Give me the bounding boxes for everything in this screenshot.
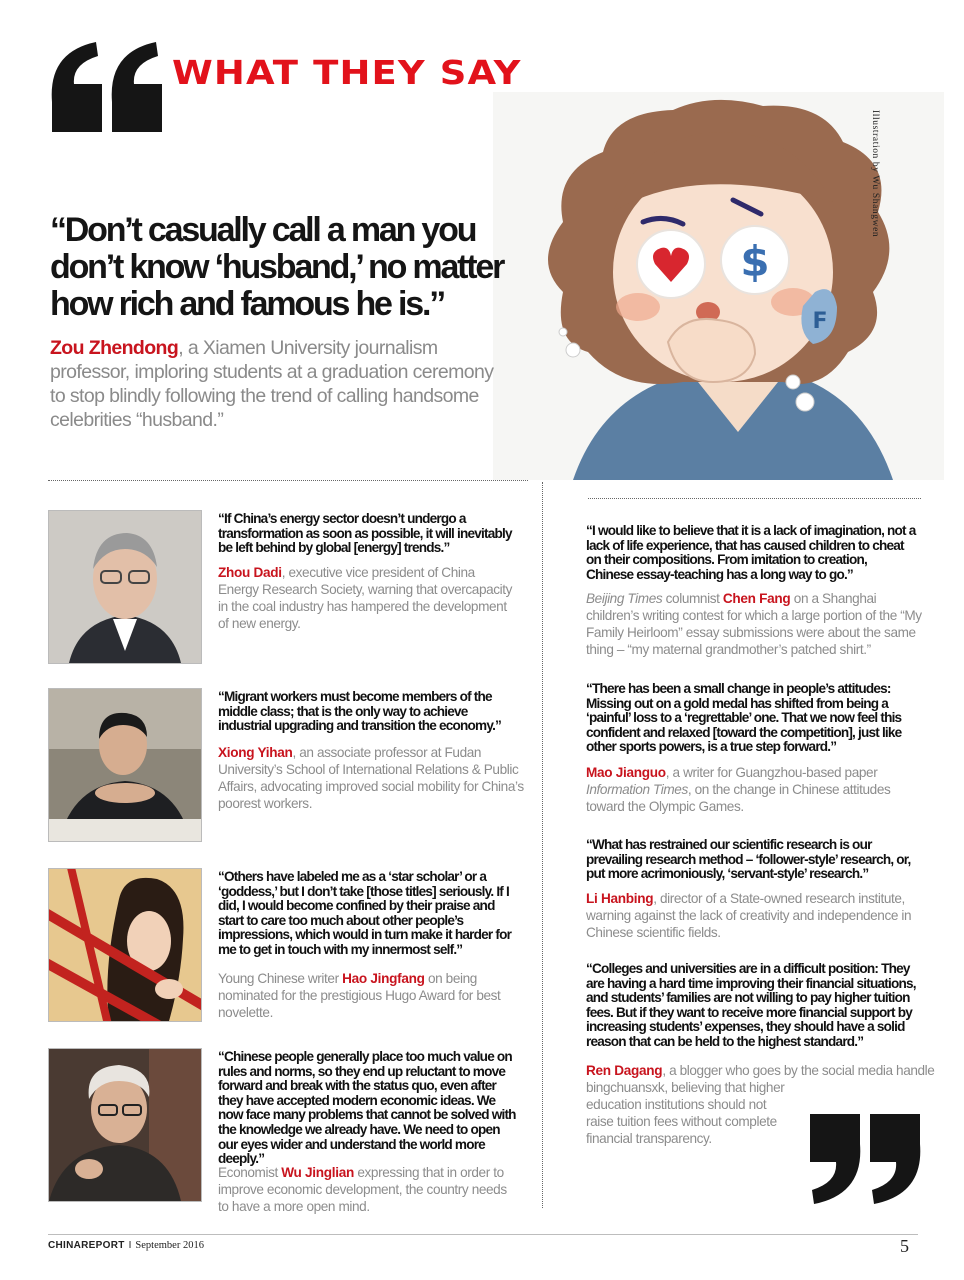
photo-hao-jingfang [48,868,202,1022]
speaker-name-zhou-dadi: Zhou Dadi [218,565,282,580]
section-title: WHAT THEY SAY [172,53,522,92]
attribution-hao-jingfang: Young Chinese writer Hao Jingfang on being nominated for the prestigious Hugo Award for best novelette. [218,971,501,1020]
quote-chen-fang: “I would like to believe that it is a lack of imagination, not a lack of life experience, that has caused children to cheat on their compositions. From imitation to creation, Chinese essay-teaching has a long way to go.” [586,523,916,582]
quote-ren-dagang: “Colleges and universities are in a difficult position: They are having a hard time improving their financial situations, and students’ families are not willing to pay higher tuition fees. But if they want to receive more financial support by increasing students’ expenses, they should have a solid reason that can be held to the highest standard.” [586,961,916,1049]
speaker-name-wu-jinglian: Wu Jinglian [281,1165,354,1180]
attribution-xiong-yihan: Xiong Yihan, an associate professor at Fudan University’s School of International Relations & Public Affairs, advocating improved social mobility for China’s poorest workers. [218,745,524,811]
attribution-ren-dagang-continued: bingchuansxk, believing that higher education institutions should not raise tuition fees without complete financial transparency. [586,1080,785,1146]
dollar-eye-icon: $ [740,237,770,286]
speaker-name-chen-fang: Chen Fang [722,591,791,606]
speaker-name-hao-jingfang: Hao Jingfang [342,971,425,986]
column-divider [542,482,543,1208]
photo-zhou-dadi [48,510,202,664]
photo-xiong-yihan [48,688,202,842]
close-quote-icon [806,1114,926,1206]
quote-zhou-dadi: “If China’s energy sector doesn’t undergo a transformation as soon as possible, it will inevitably be left behind by global [energy] trends.” [218,511,512,556]
footer-rule [48,1234,918,1235]
open-quote-icon [46,40,166,132]
lead-quote: “Don’t casually call a man you don’t know ‘husband,’ no matter how rich and famous he is.” [50,211,504,323]
attribution-wu-jinglian: Economist Wu Jinglian expressing that in order to improve economic development, the country needs to have a more open mind. [218,1165,507,1214]
quote-xiong-yihan: “Migrant workers must become members of the middle class; that is the only way to achieve industrial upgrading and transition the economy.” [218,689,502,734]
quote-hao-jingfang: “Others have labeled me as a ‘star scholar’ or a ‘goddess,’ but I don’t take [those titles] seriously. If I did, I would become confined by their praise and start to care too much about other people’s impressions, which would in turn make it harder for me to get in touch with my innermost self.” [218,869,512,957]
quote-wu-jinglian: “Chinese people generally place too much value on rules and norms, so they end up reluctant to move forward and break with the status quo, even after they have accepted modern economic ideas. We now face many problems that cannot be solved with the knowledge we already have. We need to open our eyes wider and understand the world more deeply.” [218,1049,516,1167]
speaker-name-li-hanbing: Li Hanbing [586,891,654,906]
speaker-name-xiong-yihan: Xiong Yihan [218,745,293,760]
quote-mao-jianguo: “There has been a small change in people’s attitudes: Missing out on a gold medal has shifted from being a ‘painful’ loss to a ‘regrettable’ one. That we now feel this confident and relaxed [toward the competition], just like other sports powers, is a true step forward.” [586,681,902,755]
attribution-zhou-dadi: Zhou Dadi, executive vice president of China Energy Research Society, warning that overcapacity in the coal industry has hampered the development of new energy. [218,565,513,631]
speaker-name-ren-dagang: Ren Dagang [586,1063,663,1078]
page-number: 5 [900,1236,909,1256]
attribution-mao-jianguo: Mao Jianguo, a writer for Guangzhou-based paper Information Times, on the change in Chinese attitudes toward the Olympic Games. [586,765,891,814]
lead-speaker-name: Zou Zhendong [50,337,179,359]
svg-text:F: F [812,309,828,334]
photo-wu-jinglian [48,1048,202,1202]
left-divider [48,480,528,481]
right-divider [588,498,921,499]
attribution-li-hanbing: Li Hanbing, director of a State-owned research institute, warning against the lack of creativity and independence in Chinese scientific fields. [586,891,912,940]
quote-li-hanbing: “What has restrained our scientific research is our prevailing research method – ‘follower-style’ research, or, put more acrimoniously, ‘servant-style’ research.” [586,837,911,882]
lead-attribution: Zou Zhendong, a Xiamen University journalism professor, imploring students at a graduation ceremony to stop blindly following the trend of calling handsome celebrities “husband.” [50,337,494,431]
illustration-credit: Illustration by Wu Shangwen [870,110,880,238]
speaker-name-mao-jianguo: Mao Jianguo [586,765,666,780]
attribution-ren-dagang: Ren Dagang, a blogger who goes by the social media handle [586,1063,935,1078]
attribution-chen-fang: Beijing Times columnist Chen Fang on a Shanghai children’s writing contest for which a large portion of the “My Family Heirloom” essay submissions were about the same thing – “my maternal grandmother’s patched shirt.” [586,591,922,657]
footer-masthead: CHINAREPORT I September 2016 [48,1240,204,1251]
